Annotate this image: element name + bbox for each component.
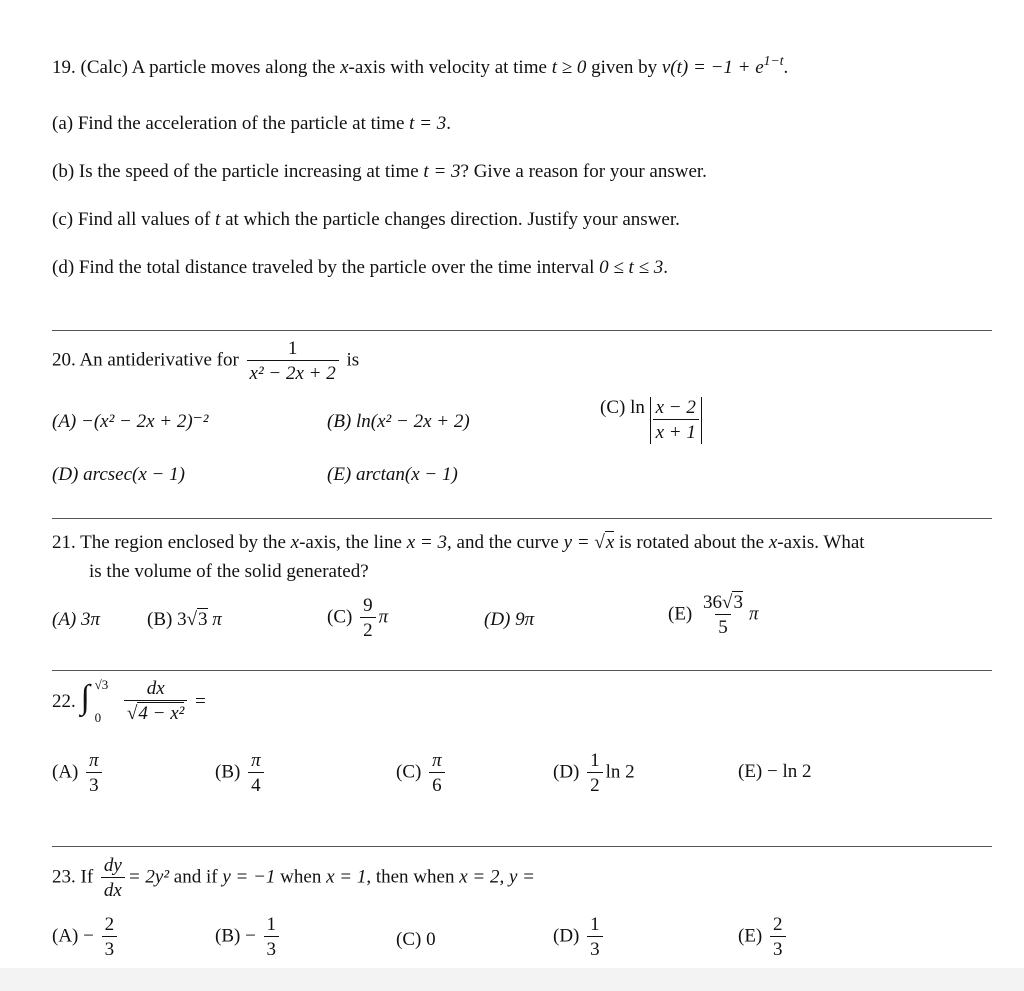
q19-part-a: (a) Find the acceleration of the particle at time t = 3. xyxy=(52,113,451,134)
q20-stem: 20. An antiderivative for $\frac{1}{\text{x² − 2x + 2}}$ is xyxy=(52,338,360,384)
q20-fraction: $\frac{1}{\text{x² − 2x + 2}}$ xyxy=(247,338,339,385)
q22-integrand: $\frac{dx}{\text{√4 − x²}}$ xyxy=(124,678,187,725)
q19-stem: 19. (Calc) A particle moves along the x-axis with velocity at time t ≥ 0 given by $v(t) = -1 + e^{1-t}$. xyxy=(52,53,789,78)
divider-21-22 xyxy=(52,670,992,671)
q21-choice-c[interactable]: (C) $\frac{9}{2}$ π xyxy=(327,595,389,641)
q20-choice-c[interactable]: (C) ln $\frac{x - 2}{x + 1}$ xyxy=(600,397,702,444)
page-bottom-band xyxy=(0,968,1024,991)
q23-choice-a[interactable]: (A) − $\frac{2}{3}$ xyxy=(52,914,120,961)
q19-part-d: (d) Find the total distance traveled by the particle over the time interval 0 ≤ t ≤ 3. xyxy=(52,257,669,278)
q22-choice-e[interactable]: (E) − ln 2 xyxy=(738,761,812,782)
q21-choice-e[interactable]: (E) $\frac{36√3}{5}$ π xyxy=(668,592,759,638)
q20-choice-a[interactable]: (A) −(x² − 2x + 2)⁻² xyxy=(52,411,209,432)
q20-choice-e[interactable]: (E) arctan(x − 1) xyxy=(327,464,458,485)
q21-choice-b[interactable]: (B) 3√3 π xyxy=(147,609,222,630)
q23-choice-e[interactable]: (E) $\frac{2}{3}$ xyxy=(738,914,789,961)
q23-choice-c[interactable]: (C) 0 xyxy=(396,929,436,950)
q20-choice-b[interactable]: (B) ln(x² − 2x + 2) xyxy=(327,411,470,432)
q22-stem: 22. ∫ √3 0 $\frac{dx}{\text{√4 − x²}}$ = xyxy=(52,677,206,726)
q21-stem-line2: is the volume of the solid generated? xyxy=(89,561,369,582)
q23-choice-b[interactable]: (B) − $\frac{1}{3}$ xyxy=(215,914,282,961)
q23-stem: 23. If $\frac{dy}{dx}$ = 2y² and if y = −1 when x = 1, then when x = 2, y = xyxy=(52,855,535,901)
q19-part-c: (c) Find all values of t at which the particle changes direction. Justify your answer. xyxy=(52,209,680,230)
q22-choice-a[interactable]: (A) $\frac{\pi}{3}$ xyxy=(52,750,105,797)
q21-choice-a[interactable]: (A) 3π xyxy=(52,609,101,630)
q22-choice-d[interactable]: (D) $\frac{1}{2}$ ln 2 xyxy=(553,750,635,796)
q22-choice-c[interactable]: (C) $\frac{\pi}{6}$ xyxy=(396,750,448,797)
divider-22-23 xyxy=(52,846,992,847)
q19-part-b: (b) Is the speed of the particle increasing at time t = 3? Give a reason for your answer. xyxy=(52,161,707,182)
q21-stem: 21. The region enclosed by the x-axis, the line x = 3, and the curve y = √x is rotated about the x-axis. What xyxy=(52,532,865,553)
q21-choice-d[interactable]: (D) 9π xyxy=(484,609,535,630)
divider-19-20 xyxy=(52,330,992,331)
divider-20-21 xyxy=(52,518,992,519)
q23-choice-d[interactable]: (D) $\frac{1}{3}$ xyxy=(553,914,606,961)
q22-choice-b[interactable]: (B) $\frac{\pi}{4}$ xyxy=(215,750,267,797)
q20-choice-d[interactable]: (D) arcsec(x − 1) xyxy=(52,464,185,485)
